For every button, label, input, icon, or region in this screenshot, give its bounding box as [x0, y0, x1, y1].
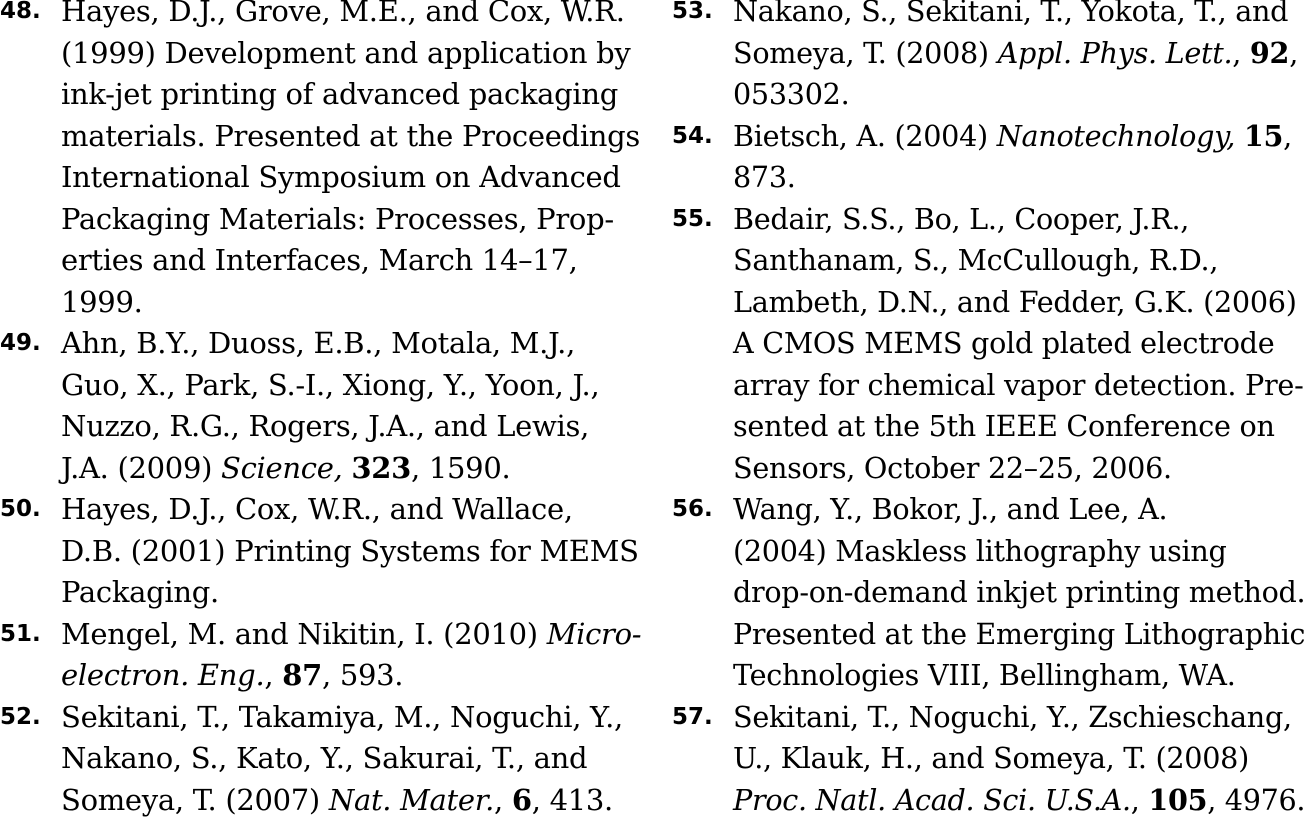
reference-text: , [494, 782, 512, 817]
reference-text: Sekitani, T., Noguchi, Y., Zschieschang, [733, 699, 1292, 734]
reference-text [1235, 119, 1244, 153]
reference-line [733, 240, 1305, 282]
reference-text: Someya, T. (2007) [61, 782, 329, 817]
reference-volume: 105 [1148, 782, 1208, 817]
reference-text: Packaging. [61, 575, 219, 609]
reference-italic-text: Science, [221, 450, 343, 485]
reference-text: Hayes, D.J., Grove, M.E., and Cox, W.R. [61, 0, 625, 28]
reference-text: Mengel, M. and Nikitin, I. (2010) [61, 616, 547, 651]
reference-text: J.A. (2009) [61, 450, 222, 485]
reference-number: 54. [672, 122, 713, 149]
reference-line [61, 448, 640, 490]
reference-line [61, 365, 640, 407]
reference-text: Presented at the Emerging Lithographic [733, 616, 1306, 651]
reference-text: Bietsch, A. (2004) [733, 118, 997, 153]
reference-entry [672, 489, 1307, 697]
reference-entry [0, 614, 640, 697]
reference-text: Someya, T. (2008) [733, 35, 998, 70]
reference-text: Technologies VIII, Bellingham, WA. [733, 658, 1236, 692]
reference-line [61, 116, 640, 158]
reference-line [733, 614, 1306, 656]
reference-text: array for chemical vapor detection. Pre- [733, 367, 1304, 402]
reference-text: , [1289, 35, 1299, 70]
reference-line [733, 323, 1305, 365]
reference-line [61, 199, 640, 241]
reference-text: , 1590. [411, 450, 511, 485]
reference-entry [672, 697, 1307, 821]
reference-number: 56. [672, 496, 713, 522]
reference-line [733, 448, 1305, 490]
reference-line [61, 780, 640, 821]
reference-italic-text: Nanotechnology, [996, 118, 1236, 153]
reference-text: Packaging Materials: Processes, Prop- [61, 201, 614, 236]
reference-text: Nakano, S., Sekitani, T., Yokota, T., and [733, 0, 1289, 28]
reference-text: A CMOS MEMS gold plated electrode [733, 326, 1275, 360]
reference-column-left [0, 0, 640, 821]
reference-line [733, 655, 1305, 697]
reference-line [61, 614, 640, 656]
reference-text: (1999) Development and application by [61, 35, 631, 70]
reference-volume: 323 [351, 450, 412, 485]
reference-volume: 6 [511, 782, 532, 817]
reference-text: , [264, 658, 283, 692]
reference-text: International Symposium on Advanced [61, 160, 621, 194]
reference-line [733, 282, 1305, 324]
reference-line [733, 74, 1305, 116]
reference-text: Guo, X., Park, S.-I., Xiong, Y., Yoon, J., [61, 367, 600, 402]
reference-number: 50. [0, 496, 41, 522]
reference-number: 51. [0, 620, 41, 647]
reference-text: , 4976. [1207, 782, 1306, 817]
reference-volume: 92 [1249, 35, 1290, 70]
reference-entry [0, 697, 640, 821]
reference-entry [0, 489, 640, 614]
reference-line [61, 572, 640, 614]
reference-column-right [672, 0, 1307, 821]
reference-line [733, 531, 1305, 573]
reference-line [61, 157, 640, 199]
reference-italic-text: Micro- [546, 616, 642, 651]
reference-text: , [1283, 118, 1292, 153]
reference-line [61, 531, 640, 573]
reference-line [61, 323, 640, 365]
reference-line [733, 199, 1305, 241]
reference-text: Santhanam, S., McCullough, R.D., [733, 243, 1219, 277]
reference-italic-text: Nat. Mater. [328, 782, 495, 817]
reference-text: (2004) Maskless lithography using [733, 533, 1227, 568]
reference-number: 55. [672, 205, 713, 232]
reference-text: , 593. [321, 658, 404, 692]
reference-text: 873. [733, 160, 796, 194]
reference-line [733, 0, 1305, 33]
reference-line [733, 116, 1305, 158]
reference-line [61, 0, 640, 33]
reference-line [733, 157, 1305, 199]
reference-number: 49. [0, 330, 41, 356]
reference-text: Nakano, S., Kato, Y., Sakurai, T., and [61, 741, 588, 775]
reference-text: erties and Interfaces, March 14–17, [61, 243, 578, 277]
reference-line [61, 406, 640, 448]
reference-volume: 15 [1243, 118, 1284, 153]
reference-entry [0, 0, 640, 323]
reference-italic-text: Appl. Phys. Lett. [997, 35, 1233, 70]
reference-line [733, 738, 1305, 780]
reference-number: 57. [672, 703, 713, 730]
reference-line [733, 780, 1304, 821]
reference-text: , [1130, 782, 1149, 817]
reference-number: 52. [0, 703, 41, 730]
reference-text: Sensors, October 22–25, 2006. [733, 450, 1172, 485]
reference-line [61, 74, 640, 116]
reference-entry [672, 199, 1307, 490]
reference-line [61, 697, 640, 739]
reference-text: Nuzzo, R.G., Rogers, J.A., and Lewis, [61, 409, 590, 443]
reference-line [733, 33, 1305, 75]
reference-text: U., Klauk, H., and Someya, T. (2008) [733, 741, 1249, 775]
reference-line [61, 282, 640, 324]
reference-line [733, 697, 1305, 739]
reference-italic-text: electron. Eng. [61, 658, 265, 692]
reference-text: Bedair, S.S., Bo, L., Cooper, J.R., [733, 201, 1190, 236]
reference-entry [672, 116, 1307, 199]
reference-text: D.B. (2001) Printing Systems for MEMS [61, 533, 639, 568]
reference-text: 053302. [733, 77, 850, 111]
reference-text: Lambeth, D.N., and Fedder, G.K. (2006) [733, 284, 1297, 319]
reference-text: materials. Presented at the Proceedings [61, 118, 641, 153]
reference-line [61, 655, 640, 697]
reference-entry [672, 0, 1307, 116]
reference-line [733, 572, 1304, 614]
reference-text: Wang, Y., Bokor, J., and Lee, A. [733, 492, 1168, 526]
reference-line [61, 33, 640, 75]
reference-line [733, 365, 1305, 407]
reference-text: ink-jet printing of advanced packaging [61, 77, 619, 111]
reference-number: 48. [0, 0, 41, 24]
reference-line [733, 489, 1305, 531]
reference-line [61, 489, 640, 531]
reference-text: drop-on-demand inkjet printing method. [733, 575, 1306, 609]
reference-entry [0, 323, 640, 489]
reference-line [61, 240, 640, 282]
reference-text: sented at the 5th IEEE Conference on [733, 409, 1275, 443]
reference-line [733, 406, 1305, 448]
reference-text: 1999. [61, 284, 143, 319]
reference-line [61, 738, 640, 780]
reference-number: 53. [672, 0, 713, 24]
reference-italic-text: Proc. Natl. Acad. Sci. U.S.A. [733, 782, 1131, 817]
reference-text: Ahn, B.Y., Duoss, E.B., Motala, M.J., [61, 326, 575, 360]
reference-text: , 413. [531, 782, 613, 817]
reference-text: Sekitani, T., Takamiya, M., Noguchi, Y., [61, 699, 623, 734]
reference-text: Hayes, D.J., Cox, W.R., and Wallace, [61, 492, 573, 526]
reference-text: , [1232, 35, 1250, 70]
reference-volume: 87 [282, 658, 322, 692]
